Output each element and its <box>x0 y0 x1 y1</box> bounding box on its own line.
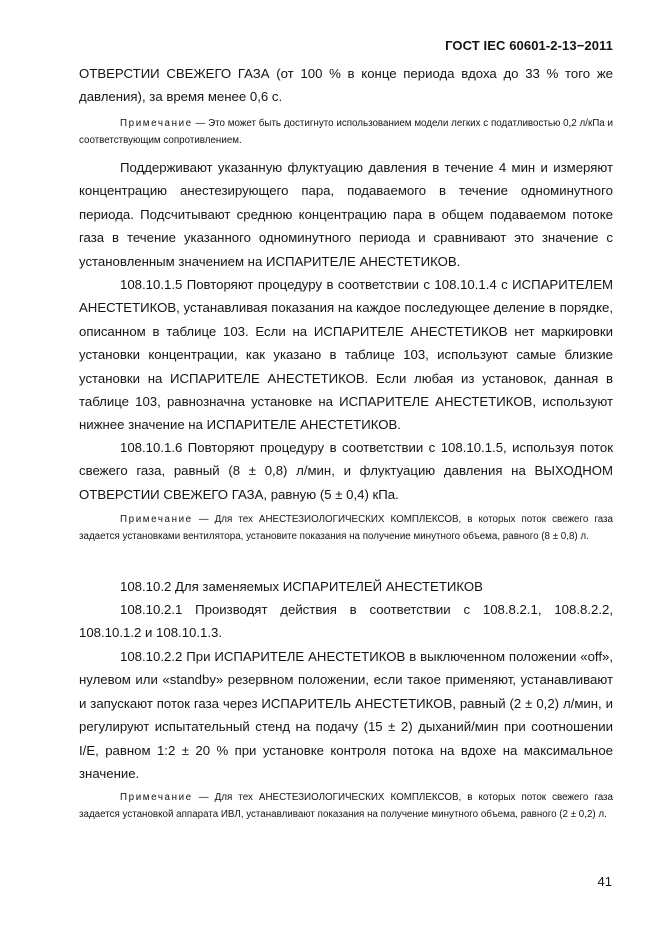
paragraph-108-10-2-1: 108.10.2.1 Производят действия в соответствии с 108.8.2.1, 108.8.2.2, 108.10.1.2 и 108.10.1.3. <box>79 602 613 641</box>
note-text: — Для тех АНЕСТЕЗИОЛОГИЧЕСКИХ КОМПЛЕКСОВ, в которых поток свежего газа задается установками вентилятора, установите показания на получение минутного объема, равного (8 ± 0,8) л. <box>79 514 613 542</box>
paragraph-108-10-2-2: 108.10.2.2 При ИСПАРИТЕЛЕ АНЕСТЕТИКОВ в выключенном положении «off», нулевом или «standby» резервном положении, если такое применяют, устанавливают и запускают поток газа через ИСПАРИТЕЛЬ АНЕСТЕТИКОВ, равный (2 ± 0,2) л/мин, и регулируют испытательный стенд на подачу (15 ± 2) дыханий/мин при соотношении I/E, равном 1:2 ± 20 % при установке контроля потока на вдохе на максимальное значение. <box>79 649 613 782</box>
note-label: Примечание <box>120 514 193 525</box>
note-text: — Для тех АНЕСТЕЗИОЛОГИЧЕСКИХ КОМПЛЕКСОВ, в которых поток свежего газа задается установкой аппарата ИВЛ, устанавливают показания на получение минутного объема, равного (2 ± 0,2) л. <box>79 792 613 820</box>
note-text: — Это может быть достигнуто использованием модели легких с податливостью 0,2 л/кПа и соответствующим сопротивлением. <box>79 118 613 146</box>
paragraph-108-10-1-5: 108.10.1.5 Повторяют процедуру в соответствии с 108.10.1.4 с ИСПАРИТЕЛЕМ АНЕСТЕТИКОВ, устанавливая показания на каждое последующее деление в порядке, описанном в таблице 103. Если на ИСПАРИТЕЛЕ АНЕСТЕТИКОВ нет маркировки установки концентрации, как указано в таблице 103, используют самые близкие установки на ИСПАРИТЕЛЕ АНЕСТЕТИКОВ. Если любая из установок, данная в таблице 103, равнозначна установке на ИСПАРИТЕЛЕ АНЕСТЕТИКОВ, используют нижнее значение на ИСПАРИТЕЛЕ АНЕСТЕТИКОВ. <box>79 277 613 433</box>
note-2 <box>79 512 613 545</box>
note-label: Примечание <box>120 118 193 129</box>
section-heading-108-10-2: 108.10.2 Для заменяемых ИСПАРИТЕЛЕЙ АНЕСТЕТИКОВ <box>120 579 483 594</box>
paragraph-108-10-1-6: 108.10.1.6 Повторяют процедуру в соответствии с 108.10.1.5, используя поток свежего газа, равный (8 ± 0,8) л/мин, и флуктуацию давления на ВЫХОДНОМ ОТВЕРСТИИ СВЕЖЕГО ГАЗА, равную (5 ± 0,4) кПа. <box>79 440 613 502</box>
note-1 <box>79 116 613 149</box>
page-number: 41 <box>597 874 612 889</box>
paragraph-continuation: ОТВЕРСТИИ СВЕЖЕГО ГАЗА (от 100 % в конце периода вдоха до 33 % того же давления), за время менее 0,6 с. <box>79 66 613 105</box>
paragraph-fluctuation: Поддерживают указанную флуктуацию давления в течение 4 мин и измеряют концентрацию анестезирующего пара, подаваемого в течение одноминутного периода. Подсчитывают среднюю концентрацию пара в общем подаваемом потоке газа в течение указанного одноминутного периода и сравнивают это значение с установленным значением на ИСПАРИТЕЛЕ АНЕСТЕТИКОВ. <box>79 160 613 269</box>
standard-header: ГОСТ IEC 60601-2-13−2011 <box>445 38 613 53</box>
note-3 <box>79 790 613 823</box>
note-label: Примечание <box>120 792 193 803</box>
